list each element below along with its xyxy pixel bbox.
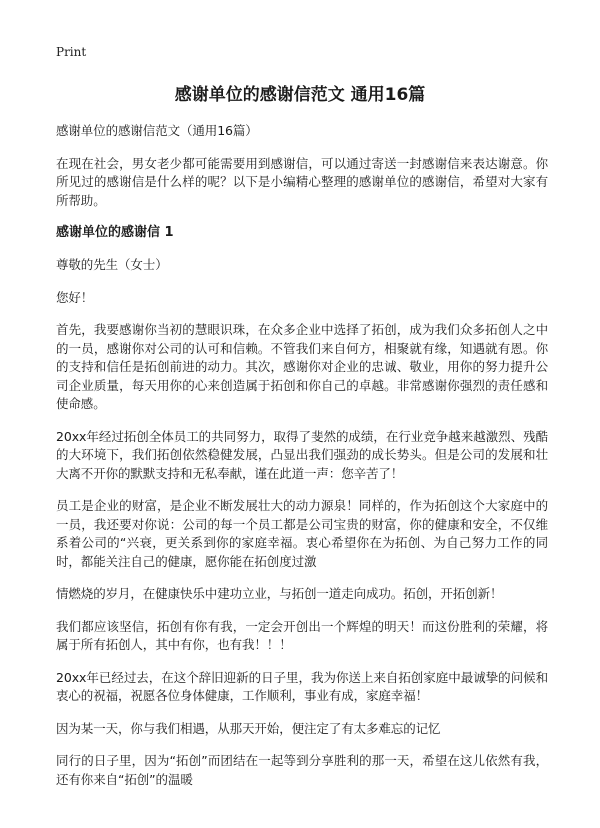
page-title: 感谢单位的感谢信范文 通用16篇 <box>174 85 426 105</box>
body-paragraph: 因为某一天，你与我们相遇，从那天开始，便注定了有太多难忘的记忆 <box>56 720 441 736</box>
print-link[interactable]: Print <box>56 45 87 59</box>
body-paragraph: 首先，我要感谢你当初的慧眼识珠，在众多企业中选择了拓创，成为我们众多拓创人之中的一员，感谢你对公司的认可和信赖。不管我们来自何方，相聚就有缘，知遇就有恩。你的支持和信任是拓创前进的动力。其次，感谢你对企业的忠诚、敬业，用你的努力提升公司企业质量，每天用你的心来创造属于拓创和你自己的卓越。非常感谢你强烈的责任感和使命感。 <box>56 322 548 411</box>
article-body <box>56 122 548 789</box>
intro-paragraph: 在现在社会，男女老少都可能需要用到感谢信，可以通过寄送一封感谢信来表达谢意。你所见过的感谢信是什么样的呢？以下是小编精心整理的感谢单位的感谢信，希望对大家有所帮助。 <box>56 155 548 208</box>
body-paragraph: 我们都应该坚信，拓创有你有我，一定会开创出一个辉煌的明天！而这份胜利的荣耀，将属于所有拓创人，其中有你，也有我！！！ <box>56 618 548 652</box>
greeting: 您好！ <box>56 289 94 305</box>
body-paragraph: 20xx年已经过去，在这个辞旧迎新的日子里，我为你送上来自拓创家庭中最诚挚的问候和衷心的祝福，祝愿各位身体健康，工作顺利，事业有成，家庭幸福！ <box>56 669 548 703</box>
body-paragraph: 20xx年经过拓创全体员工的共同努力，取得了斐然的成绩，在行业竞争越来越激烈、残酷的大环境下，我们拓创依然稳健发展，凸显出我们强劲的成长势头。但是公司的发展和壮大离不开你的默默支持和无私奉献，谨在此道一声：您辛苦了！ <box>56 428 548 481</box>
article-subtitle: 感谢单位的感谢信范文（通用16篇） <box>56 123 258 138</box>
body-paragraph: 情燃烧的岁月，在健康快乐中建功立业，与拓创一道走向成功。拓创，开拓创新！ <box>56 586 503 601</box>
body-paragraph: 员工是企业的财富，是企业不断发展壮大的动力源泉！同样的，作为拓创这个大家庭中的一员，我还要对你说：公司的每一个员工都是公司宝贵的财富，你的健康和安全，不仅维系着公司的“兴衰，更关系到你的家庭幸福。衷心希望你在为拓创、为自己努力工作的同时，都能关注自己的健康，愿你能在拓创度过激 <box>56 498 548 569</box>
section-heading: 感谢单位的感谢信 1 <box>56 225 174 240</box>
salutation: 尊敬的先生（女士） <box>56 257 168 272</box>
body-paragraph: 同行的日子里，因为“拓创”而团结在一起等到分享胜利的那一天，希望在这儿依然有我，还有你来自“拓创”的温暖 <box>56 753 548 787</box>
